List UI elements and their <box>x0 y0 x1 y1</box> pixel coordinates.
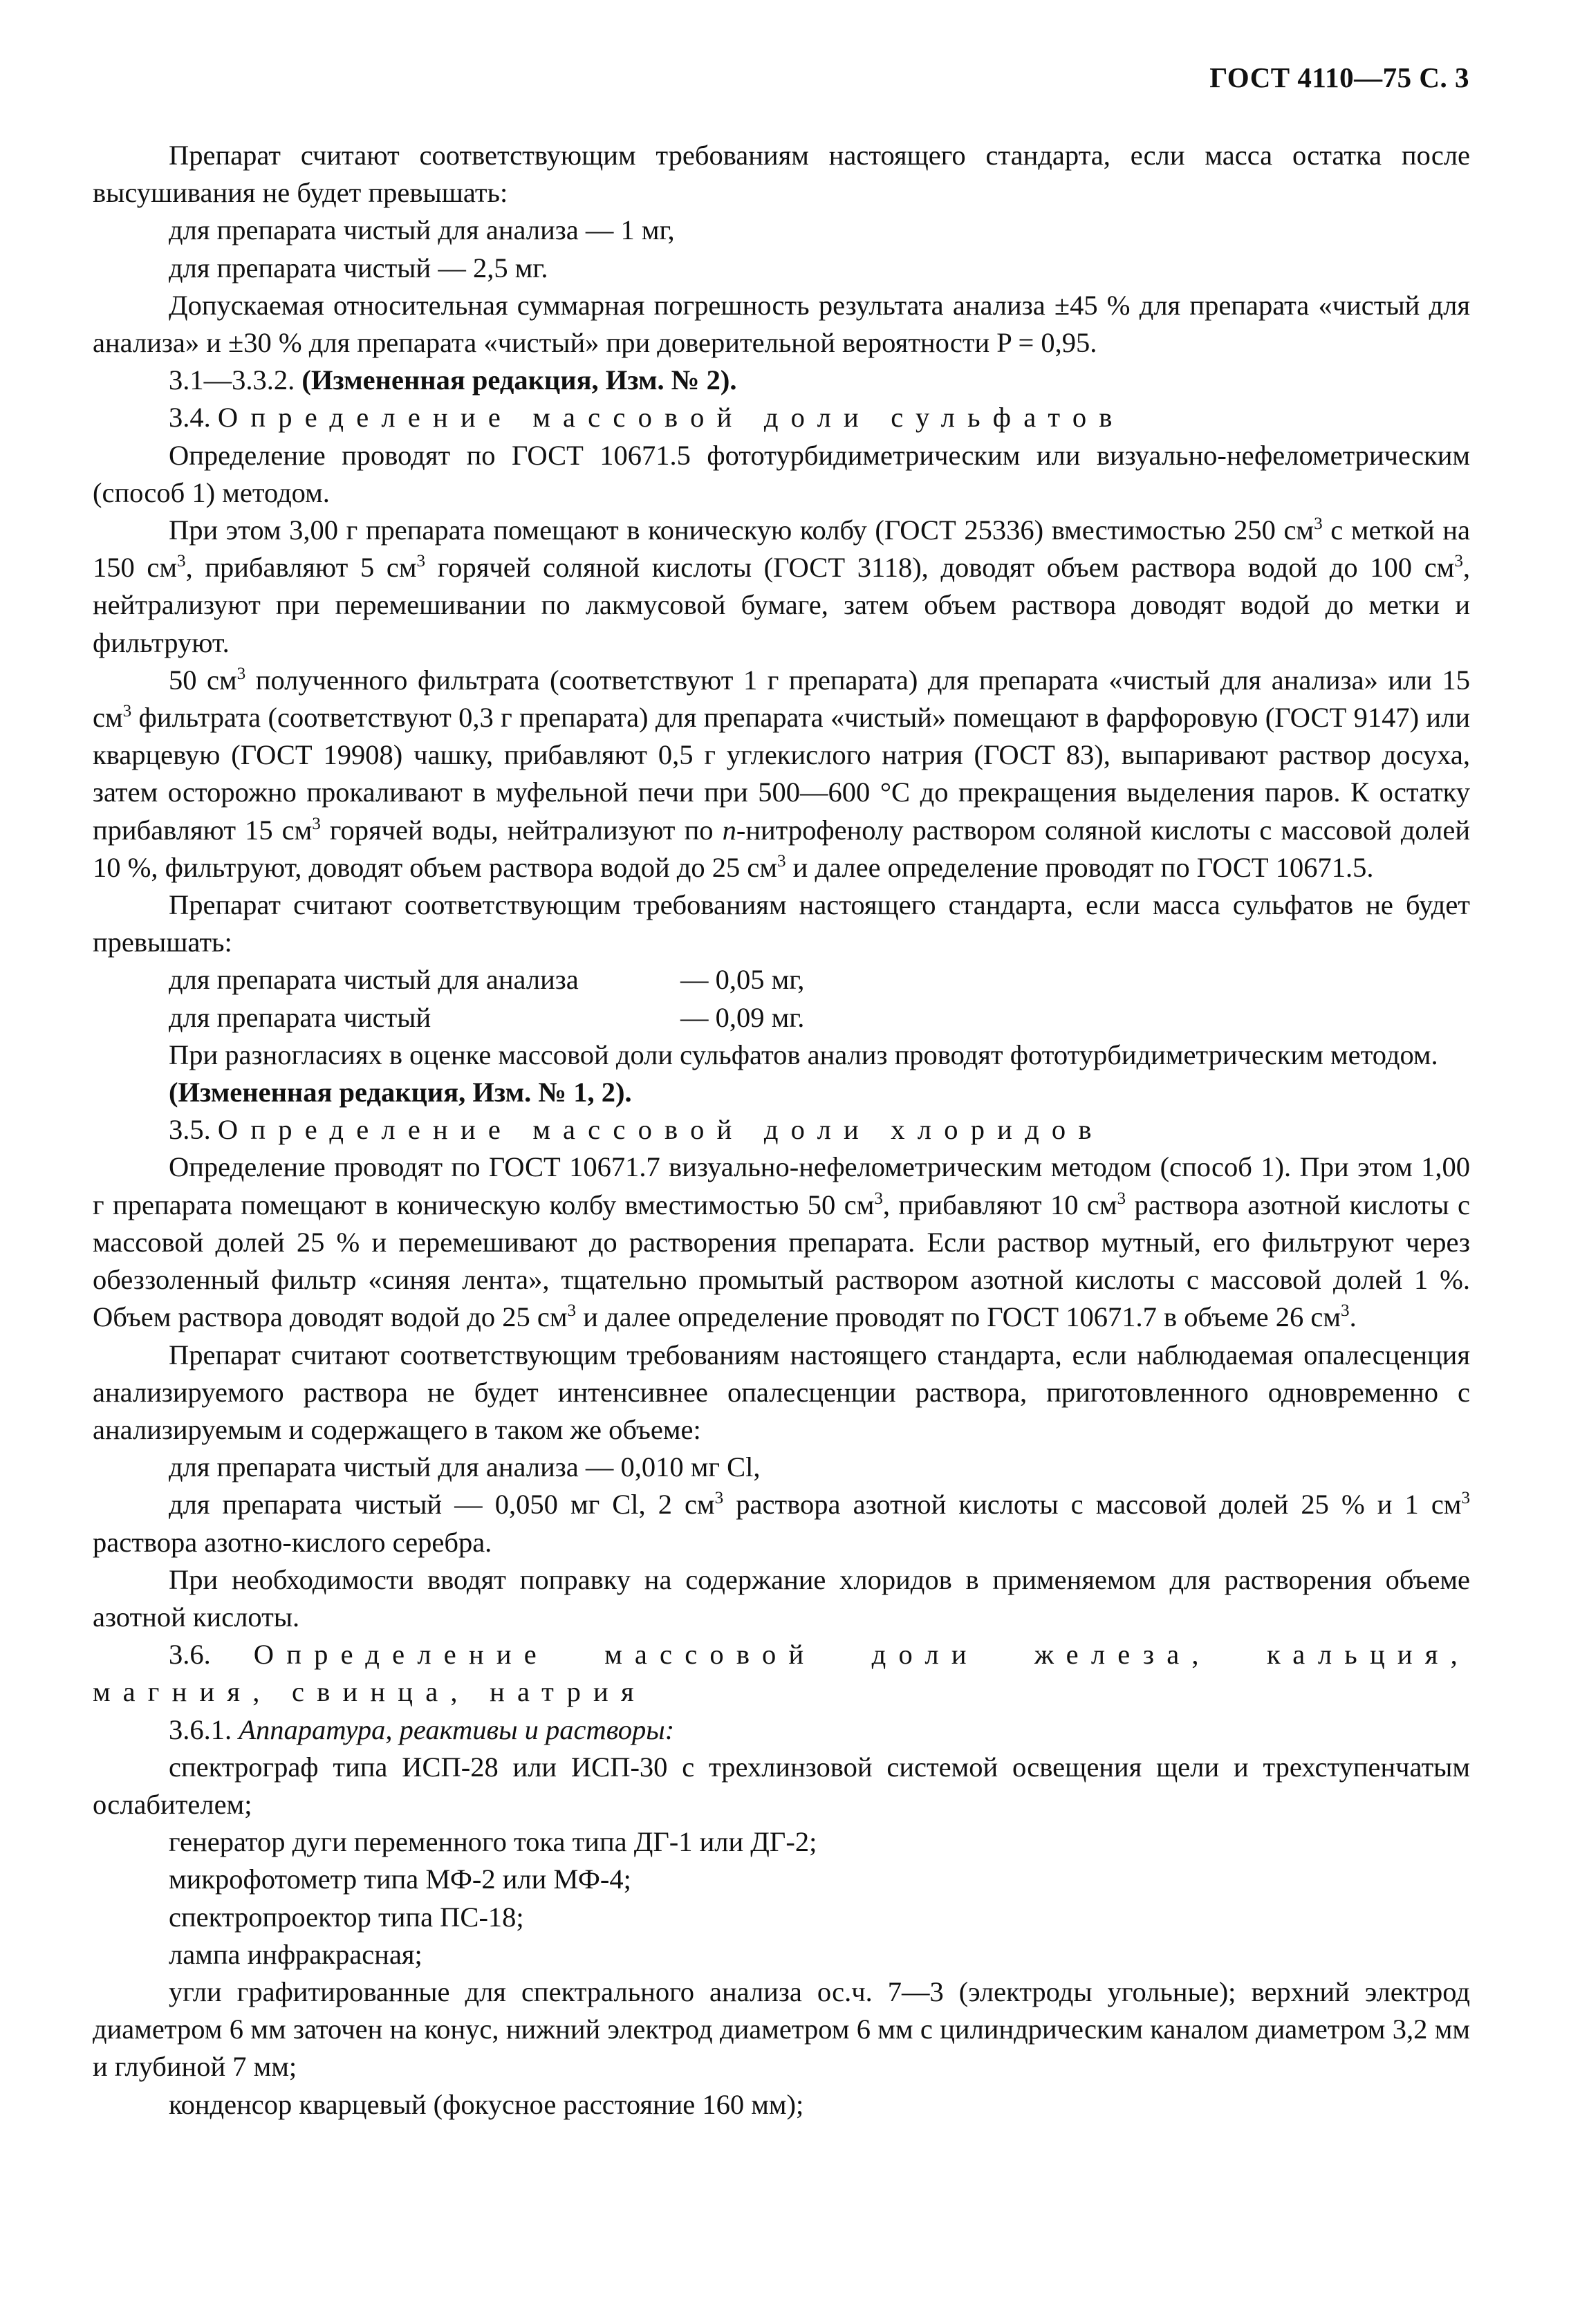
amendment-note: (Измененная редакция, Изм. № 1, 2). <box>169 1077 632 1108</box>
text-run: горячей воды, нейтрализуют по <box>320 814 723 846</box>
text-run: , прибавляют 10 см <box>882 1189 1117 1220</box>
paragraph <box>93 662 1470 886</box>
limit-row <box>93 961 1470 998</box>
paragraph: Препарат считают соответствующим требованиям настоящего стандарта, если масса сульфатов не будет превышать: <box>93 889 1470 958</box>
list-item: для препарата чистый для анализа — 0,010 мг Cl, <box>169 1451 761 1483</box>
superscript: 3 <box>122 701 132 721</box>
text-run: -нитрофенолу раствором соляной кислоты с массовой долей 10 %, фильтруют, доводят объем раствора водой до 25 см <box>93 814 1470 883</box>
superscript: 3 <box>874 1189 883 1208</box>
paragraph: Препарат считают соответствующим требованиям настоящего стандарта, если масса остатка после высушивания не будет превышать: <box>93 140 1470 209</box>
superscript: 3 <box>1341 1301 1350 1321</box>
section-heading <box>93 399 1470 436</box>
section-title: Определение массовой доли железа, кальция, магния, свинца, натрия <box>93 1639 1471 1708</box>
text-run: раствора азотной кислоты с массовой долей 25 % и 1 см <box>723 1489 1462 1521</box>
list-item: спектрограф типа ИСП-28 или ИСП-30 с трехлинзовой системой освещения щели и трехступенчатым ослабителем; <box>93 1751 1470 1820</box>
paragraph: Определение проводят по ГОСТ 10671.5 фототурбидиметрическим или визуально-нефелометрическим (способ 1) методом. <box>93 439 1470 508</box>
text-run: полученного фильтрата (соответствуют 1 г препарата) для препарата «чистый для анализа» или 15 см <box>93 664 1470 734</box>
list-item <box>93 1486 1470 1561</box>
limit-value: — 0,09 мг. <box>680 1001 805 1033</box>
page-header: ГОСТ 4110—75 С. 3 <box>1209 62 1469 93</box>
text-run: и далее определение проводят по ГОСТ 10671.5. <box>786 851 1374 883</box>
text-run: . <box>1349 1301 1357 1333</box>
text-run: , прибавляют 5 см <box>185 552 417 584</box>
subsection-heading <box>93 1711 1470 1749</box>
section-heading <box>93 1111 1470 1149</box>
text-run: для препарата чистый — 0,050 мг Cl, 2 см <box>169 1489 715 1521</box>
text-run: При этом 3,00 г препарата помещают в коническую колбу (ГОСТ 25336) вместимостью 250 см <box>169 514 1314 546</box>
superscript: 3 <box>777 851 786 871</box>
superscript: 3 <box>714 1489 724 1508</box>
text-run: фильтрата (соответствуют 0,3 г препарата) для препарата «чистый» помещают в фарфоровую (ГОСТ 9147) или кварцевую (ГОСТ 19908) чашку, прибавляют 0,5 г углекислого натрия (ГОСТ 83), выпаривают раствор досуха, затем осторожно прокаливают в муфельной печи при 500—600 °С до прекращения выделения паров. К остатку прибавляют 15 см <box>93 702 1470 846</box>
paragraph <box>93 1149 1470 1336</box>
list-item: конденсор кварцевый (фокусное расстояние 160 мм); <box>169 2088 804 2120</box>
section-number: 3.4. <box>169 402 218 434</box>
list-item: угли графитированные для спектрального анализа ос.ч. 7—3 (электроды угольные); верхний электрод диаметром 6 мм заточен на конус, нижний электрод диаметром 6 мм с цилиндрическим каналом диаметром 3,2 мм и глубиной 7 мм; <box>93 1976 1470 2083</box>
list-item: микрофотометр типа МФ-2 или МФ-4; <box>169 1863 631 1895</box>
superscript: 3 <box>416 552 426 571</box>
amendment-text: (Измененная редакция, Изм. № 2). <box>301 364 737 396</box>
superscript: 3 <box>1461 1489 1470 1508</box>
section-number: 3.6.1. <box>169 1713 239 1745</box>
list-item: для препарата чистый — 2,5 мг. <box>169 252 548 283</box>
section-heading <box>93 1636 1470 1711</box>
limit-row <box>93 999 1470 1036</box>
limit-label: для препарата чистый <box>169 1001 431 1033</box>
paragraph <box>93 512 1470 662</box>
section-title: Определение массовой доли сульфатов <box>217 402 1125 434</box>
document-body <box>93 137 1470 2123</box>
paragraph: Препарат считают соответствующим требованиям настоящего стандарта, если наблюдаемая опалесценция анализируемого раствора не будет интенсивнее опалесценции раствора, приготовленного одновременно с анализируемым и содержащего в таком же объеме: <box>93 1339 1470 1445</box>
section-title: Определение массовой доли хлоридов <box>217 1114 1104 1146</box>
list-item: лампа инфракрасная; <box>169 1938 422 1970</box>
text-run: раствора азотной кислоты с массовой долей 25 % и перемешивают до растворения препарата. Если раствор мутный, его фильтруют через обеззоленный фильтр «синяя лента», тщательно промытый раствором азотной кислоты с массовой долей 1 %. Объем раствора доводят водой до 25 см <box>93 1189 1470 1333</box>
list-item: спектропроектор типа ПС-18; <box>169 1901 524 1933</box>
superscript: 3 <box>1454 552 1463 571</box>
text-run: и далее определение проводят по ГОСТ 10671.7 в объеме 26 см <box>576 1301 1341 1333</box>
list-item: для препарата чистый для анализа — 1 мг, <box>169 214 675 246</box>
section-number: 3.1—3.3.2. <box>169 364 302 396</box>
paragraph: При необходимости вводят поправку на содержание хлоридов в применяемом для растворения объеме азотной кислоты. <box>93 1563 1470 1633</box>
superscript: 3 <box>312 814 321 833</box>
text-run-italic: п <box>722 814 736 846</box>
section-number: 3.6. <box>169 1639 254 1671</box>
text-run: горячей соляной кислоты (ГОСТ 3118), доводят объем раствора водой до 100 см <box>425 552 1455 584</box>
limit-value: — 0,05 мг, <box>680 964 805 996</box>
amendment-note <box>93 362 1470 399</box>
superscript: 3 <box>1117 1189 1126 1208</box>
text-run: , нейтрализуют при перемешивании по лакмусовой бумаге, затем объем раствора доводят водой до метки и фильтруют. <box>93 552 1470 658</box>
text-run: с меткой на 150 см <box>93 514 1470 584</box>
limit-label: для препарата чистый для анализа <box>169 964 579 996</box>
text-run: Определение проводят по ГОСТ 10671.7 визуально-нефелометрическим методом (способ 1). При этом 1,00 г препарата помещают в коническую колбу вместимостью 50 см <box>93 1151 1470 1220</box>
superscript: 3 <box>236 664 246 683</box>
section-number: 3.5. <box>169 1114 218 1146</box>
superscript: 3 <box>1314 514 1323 533</box>
text-run: раствора азотно-кислого серебра. <box>93 1526 492 1558</box>
list-item: генератор дуги переменного тока типа ДГ-1 или ДГ-2; <box>169 1826 817 1858</box>
paragraph: Допускаемая относительная суммарная погрешность результата анализа ±45 % для препарата «чистый для анализа» и ±30 % для препарата «чистый» при доверительной вероятности P = 0,95. <box>93 289 1470 359</box>
superscript: 3 <box>177 552 186 571</box>
text-run: 50 см <box>169 664 237 696</box>
paragraph: При разногласиях в оценке массовой доли сульфатов анализ проводят фототурбидиметрическим методом. <box>169 1039 1438 1070</box>
superscript: 3 <box>567 1301 577 1321</box>
subsection-title: Аппаратура, реактивы и растворы: <box>239 1713 675 1745</box>
